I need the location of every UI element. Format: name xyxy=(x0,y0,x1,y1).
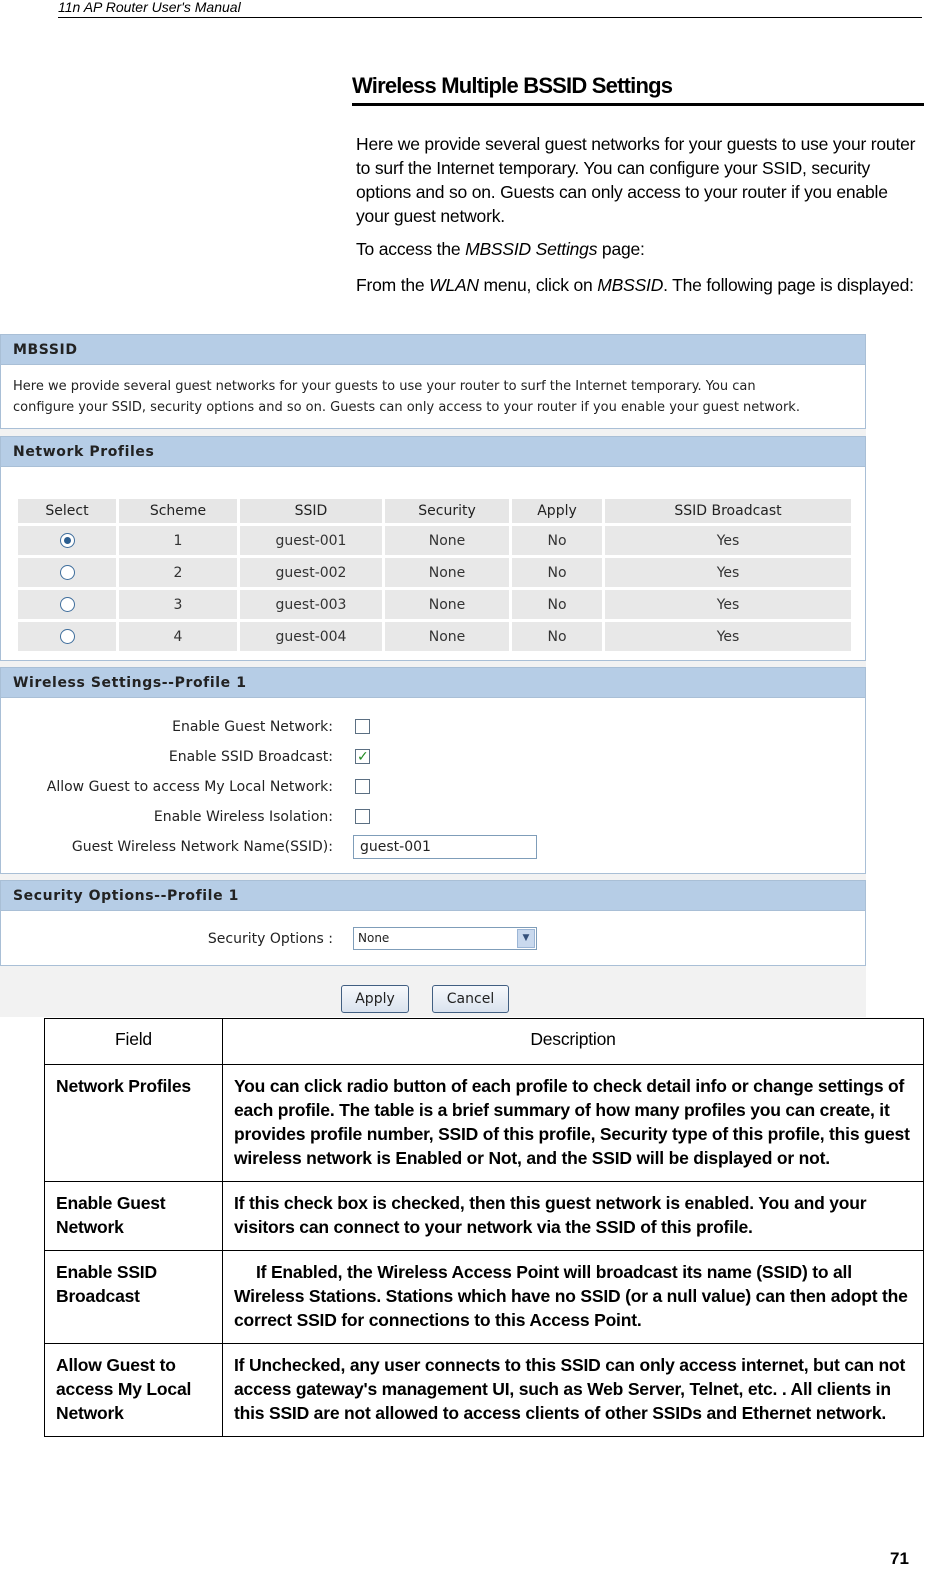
profiles-table xyxy=(15,496,854,654)
apply-cell: No xyxy=(512,622,602,651)
security-cell: None xyxy=(385,558,509,587)
desc-header-row xyxy=(45,1019,924,1065)
security-options-select[interactable] xyxy=(353,927,537,950)
table-row[interactable] xyxy=(18,590,851,619)
field-cell: Allow Guest to access My Local Network xyxy=(45,1344,223,1437)
security-options-title: Security Options--Profile 1 xyxy=(1,881,865,911)
select-cell xyxy=(18,622,116,651)
mbssid-text-line-1: Here we provide several guest networks for your guests to use your router to surf the Internet temporary. You can xyxy=(13,379,756,394)
network-profiles-title: Network Profiles xyxy=(1,437,865,467)
security-cell: None xyxy=(385,622,509,651)
mbssid-panel-text xyxy=(1,365,865,418)
field-cell: Enable SSID Broadcast xyxy=(45,1251,223,1344)
access-prefix: To access the xyxy=(356,239,466,259)
enable-ssid-broadcast-checkbox[interactable] xyxy=(355,749,370,764)
security-cell: None xyxy=(385,590,509,619)
table-row[interactable] xyxy=(18,622,851,651)
select-cell xyxy=(18,590,116,619)
wireless-settings-title: Wireless Settings--Profile 1 xyxy=(1,668,865,698)
select-cell xyxy=(18,526,116,555)
col-ssid-broadcast: SSID Broadcast xyxy=(605,499,851,523)
enable-guest-network-checkbox[interactable] xyxy=(355,719,370,734)
security-options-value: None xyxy=(358,931,390,945)
profile-1-radio[interactable] xyxy=(60,533,75,548)
ssid-cell: guest-003 xyxy=(240,590,382,619)
description-cell: If Unchecked, any user connects to this SSID can only access internet, but can not access gateway's management UI, such as Web Server, Telnet, etc. . All clients in this SSID are not allowed to access clients of other SSIDs and Ethernet network. xyxy=(223,1344,924,1437)
col-select: Select xyxy=(18,499,116,523)
field-cell: Network Profiles xyxy=(45,1065,223,1182)
guest-ssid-input[interactable]: guest-001 xyxy=(353,835,537,859)
security-options-row xyxy=(1,927,865,951)
allow-local-network-label: Allow Guest to access My Local Network: xyxy=(46,779,333,795)
from-middle: menu, click on xyxy=(478,275,598,295)
mbssid-screenshot xyxy=(0,334,866,1017)
ssid-cell: guest-002 xyxy=(240,558,382,587)
scheme-cell: 4 xyxy=(119,622,237,651)
broadcast-cell: Yes xyxy=(605,558,851,587)
description-cell: You can click radio button of each profile to check detail info or change settings of each profile. The table is a brief summary of how many profiles you can create, it provides profile number, SSID of this profile, Security type of this profile, this guest wireless network is Enabled or Not, and the SSID will be displayed or not. xyxy=(223,1065,924,1182)
select-cell xyxy=(18,558,116,587)
security-options-panel xyxy=(0,880,866,966)
allow-local-network-row xyxy=(1,775,865,799)
col-ssid: SSID xyxy=(240,499,382,523)
wireless-settings-panel xyxy=(0,667,866,874)
description-cell: If Enabled, the Wireless Access Point will broadcast its name (SSID) to all Wireless Stations. Stations which have no SSID (or a null value) can then adopt the correct SSID for connections to this Access Point. xyxy=(223,1251,924,1344)
network-profiles-panel xyxy=(0,436,866,661)
intro-paragraph: Here we provide several guest networks for your guests to use your router to surf the Internet temporary. You can configure your SSID, security options and so on. Guests can only access to your router if you enable your guest network. xyxy=(356,134,916,226)
security-options-label: Security Options : xyxy=(207,931,333,947)
broadcast-cell: Yes xyxy=(605,622,851,651)
table-row xyxy=(45,1251,924,1344)
apply-cell: No xyxy=(512,590,602,619)
col-scheme: Scheme xyxy=(119,499,237,523)
access-suffix: page: xyxy=(597,239,645,259)
mbssid-text-line-2: configure your SSID, security options and so on. Guests can only access to your router if you enable your guest network. xyxy=(13,400,800,415)
allow-local-network-checkbox[interactable] xyxy=(355,779,370,794)
table-row xyxy=(45,1065,924,1182)
enable-ssid-broadcast-row xyxy=(1,745,865,769)
cancel-button[interactable]: Cancel xyxy=(432,985,509,1013)
wireless-isolation-row xyxy=(1,805,865,829)
apply-cell: No xyxy=(512,558,602,587)
from-line xyxy=(356,273,922,297)
broadcast-cell: Yes xyxy=(605,526,851,555)
mbssid-panel-title: MBSSID xyxy=(1,335,865,365)
running-header: 11n AP Router User's Manual xyxy=(58,0,922,18)
profiles-header-row xyxy=(18,499,851,523)
table-row xyxy=(45,1182,924,1251)
header-description: Description xyxy=(223,1019,924,1065)
col-security: Security xyxy=(385,499,509,523)
scheme-cell: 1 xyxy=(119,526,237,555)
security-cell: None xyxy=(385,526,509,555)
from-prefix: From the xyxy=(356,275,430,295)
wireless-isolation-label: Enable Wireless Isolation: xyxy=(153,809,333,825)
from-item: MBSSID xyxy=(597,275,664,295)
table-row xyxy=(45,1344,924,1437)
from-menu: WLAN xyxy=(429,275,479,295)
field-description-table xyxy=(44,1018,924,1437)
scheme-cell: 3 xyxy=(119,590,237,619)
profile-2-radio[interactable] xyxy=(60,565,75,580)
guest-ssid-label: Guest Wireless Network Name(SSID): xyxy=(71,839,333,855)
ssid-cell: guest-001 xyxy=(240,526,382,555)
description-cell: If this check box is checked, then this guest network is enabled. You and your visitors can connect to your network via the SSID of this profile. xyxy=(223,1182,924,1251)
wireless-isolation-checkbox[interactable] xyxy=(355,809,370,824)
scheme-cell: 2 xyxy=(119,558,237,587)
apply-button[interactable]: Apply xyxy=(341,985,409,1013)
profile-3-radio[interactable] xyxy=(60,597,75,612)
header-field: Field xyxy=(45,1019,223,1065)
apply-cell: No xyxy=(512,526,602,555)
enable-ssid-broadcast-label: Enable SSID Broadcast: xyxy=(168,749,333,765)
table-row[interactable] xyxy=(18,558,851,587)
profile-4-radio[interactable] xyxy=(60,629,75,644)
field-cell: Enable Guest Network xyxy=(45,1182,223,1251)
table-row[interactable] xyxy=(18,526,851,555)
chevron-down-icon[interactable]: ▼ xyxy=(517,929,535,948)
access-page-name: MBSSID Settings xyxy=(465,239,598,259)
page-number: 71 xyxy=(890,1549,909,1568)
enable-guest-network-label: Enable Guest Network: xyxy=(172,719,333,735)
broadcast-cell: Yes xyxy=(605,590,851,619)
access-line xyxy=(356,237,922,261)
col-apply: Apply xyxy=(512,499,602,523)
ssid-cell: guest-004 xyxy=(240,622,382,651)
mbssid-panel xyxy=(0,334,866,429)
from-suffix: . The following page is displayed: xyxy=(663,275,914,295)
enable-guest-network-row xyxy=(1,715,865,739)
guest-ssid-row xyxy=(1,835,865,859)
section-title: Wireless Multiple BSSID Settings xyxy=(352,72,924,106)
